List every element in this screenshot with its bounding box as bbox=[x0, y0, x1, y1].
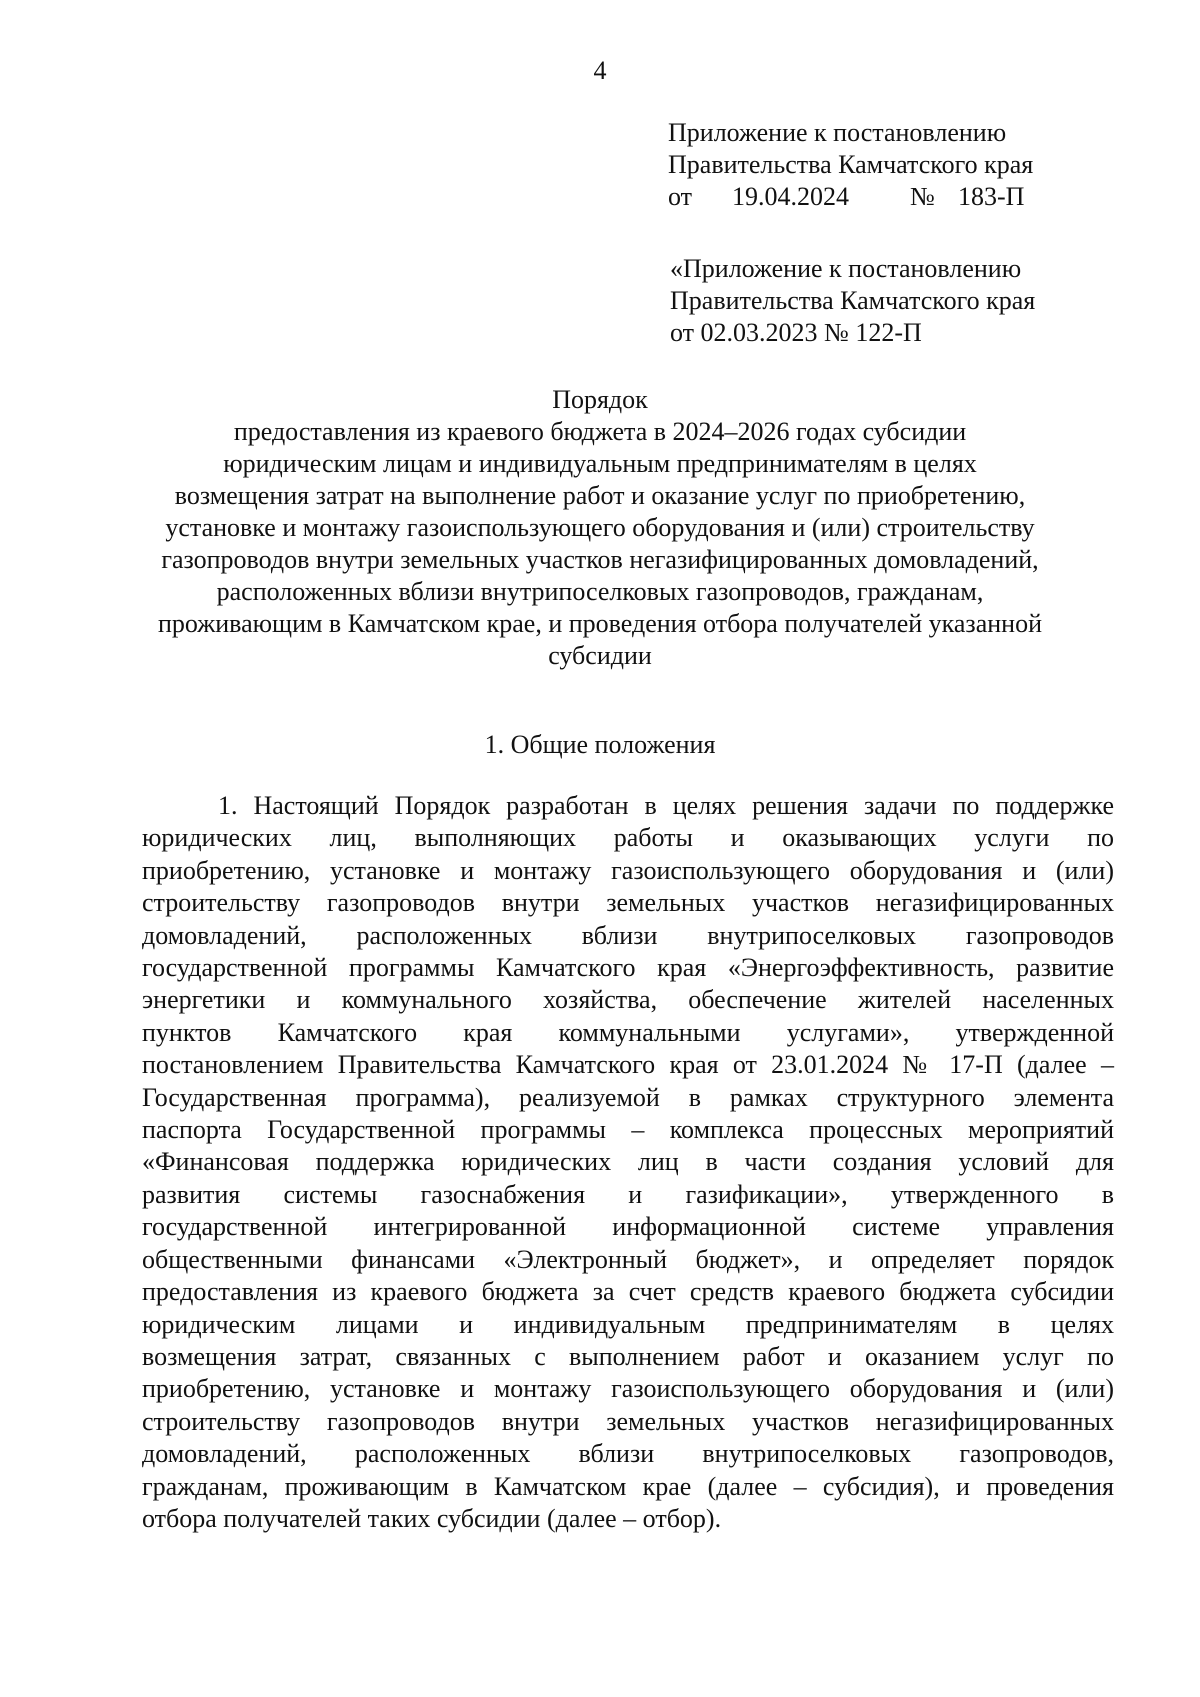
paragraph-line: пунктов Камчатского края коммунальными услугами», утвержденной bbox=[142, 1017, 1114, 1047]
title-line: установке и монтажу газоиспользующего оборудования и (или) строительству bbox=[165, 513, 1035, 542]
section-heading: 1. Общие положения bbox=[484, 730, 716, 759]
paragraph-line: предоставления из краевого бюджета за счет средств краевого бюджета субсидии bbox=[142, 1277, 1114, 1307]
paragraph-line: государственной программы Камчатского края «Энергоэффективность, развитие bbox=[142, 953, 1114, 983]
paragraph-line: государственной интегрированной информационной системе управления bbox=[142, 1212, 1114, 1242]
paragraph-line: гражданам, проживающим в Камчатском крае (далее – субсидия), и проведения bbox=[142, 1471, 1114, 1501]
approval-block bbox=[668, 117, 1033, 213]
document-title bbox=[0, 384, 1200, 672]
paragraph-line: юридическим лицами и индивидуальным предпринимателям в целях bbox=[142, 1309, 1114, 1339]
title-line: газопроводов внутри земельных участков негазифицированных домовладений, bbox=[161, 545, 1039, 574]
paragraph-line: домовладений, расположенных вблизи внутрипоселковых газопроводов, bbox=[142, 1439, 1114, 1469]
approval-number-sign: № bbox=[910, 182, 935, 211]
paragraph-line: домовладений, расположенных вблизи внутрипоселковых газопроводов bbox=[142, 920, 1114, 950]
approval-line-1: Приложение к постановлению bbox=[668, 118, 1007, 147]
previous-approval-line-2: Правительства Камчатского края bbox=[670, 286, 1036, 315]
approval-from-label: от bbox=[668, 182, 693, 211]
paragraph-line: развития системы газоснабжения и газификации», утвержденного в bbox=[142, 1179, 1114, 1209]
paragraph-line: Государственная программа), реализуемой в рамках структурного элемента bbox=[142, 1082, 1114, 1112]
paragraph-line: отбора получателей таких субсидии (далее – отбор). bbox=[142, 1503, 722, 1533]
paragraph-line: строительству газопроводов внутри земельных участков негазифицированных bbox=[142, 1406, 1114, 1436]
title-line: юридическим лицам и индивидуальным предпринимателям в целях bbox=[223, 449, 977, 478]
paragraph-line: юридических лиц, выполняющих работы и оказывающих услуги по bbox=[142, 823, 1114, 853]
paragraph-1 bbox=[142, 790, 1114, 1535]
title-line: предоставления из краевого бюджета в 2024–2026 годах субсидии bbox=[233, 417, 967, 446]
title-heading: Порядок bbox=[552, 385, 648, 414]
title-line: возмещения затрат на выполнение работ и оказание услуг по приобретению, bbox=[174, 481, 1026, 510]
title-line: расположенных вблизи внутрипоселковых газопроводов, гражданам, bbox=[216, 577, 984, 606]
title-line: проживающим в Камчатском крае, и проведения отбора получателей указанной bbox=[158, 609, 1042, 638]
paragraph-line: возмещения затрат, связанных с выполнением работ и оказанием услуг по bbox=[142, 1341, 1114, 1371]
paragraph-line: 1. Настоящий Порядок разработан в целях решения задачи по поддержке bbox=[218, 791, 1114, 820]
approval-date: 19.04.2024 bbox=[732, 182, 849, 211]
paragraph-line: общественными финансами «Электронный бюджет», и определяет порядок bbox=[142, 1244, 1114, 1274]
previous-approval-line-3: от 02.03.2023 № 122-П bbox=[670, 318, 922, 347]
previous-approval-block bbox=[670, 253, 1035, 349]
approval-date-number-row bbox=[668, 181, 1033, 213]
approval-number: 183-П bbox=[958, 182, 1025, 211]
page-number: 4 bbox=[593, 56, 607, 85]
paragraph-line: приобретению, установке и монтажу газоиспользующего оборудования и (или) bbox=[142, 855, 1114, 885]
paragraph-line: приобретению, установке и монтажу газоиспользующего оборудования и (или) bbox=[142, 1374, 1114, 1404]
approval-line-2: Правительства Камчатского края bbox=[668, 150, 1034, 179]
paragraph-line: «Финансовая поддержка юридических лиц в части создания условий для bbox=[142, 1147, 1114, 1177]
previous-approval-line-1: «Приложение к постановлению bbox=[670, 254, 1022, 283]
paragraph-line: постановлением Правительства Камчатского края от 23.01.2024 № 17-П (далее – bbox=[142, 1050, 1114, 1080]
title-line: субсидии bbox=[548, 641, 652, 670]
paragraph-line: строительству газопроводов внутри земельных участков негазифицированных bbox=[142, 888, 1114, 918]
paragraph-line: энергетики и коммунального хозяйства, обеспечение жителей населенных bbox=[142, 985, 1114, 1015]
paragraph-line: паспорта Государственной программы – комплекса процессных мероприятий bbox=[142, 1115, 1114, 1145]
